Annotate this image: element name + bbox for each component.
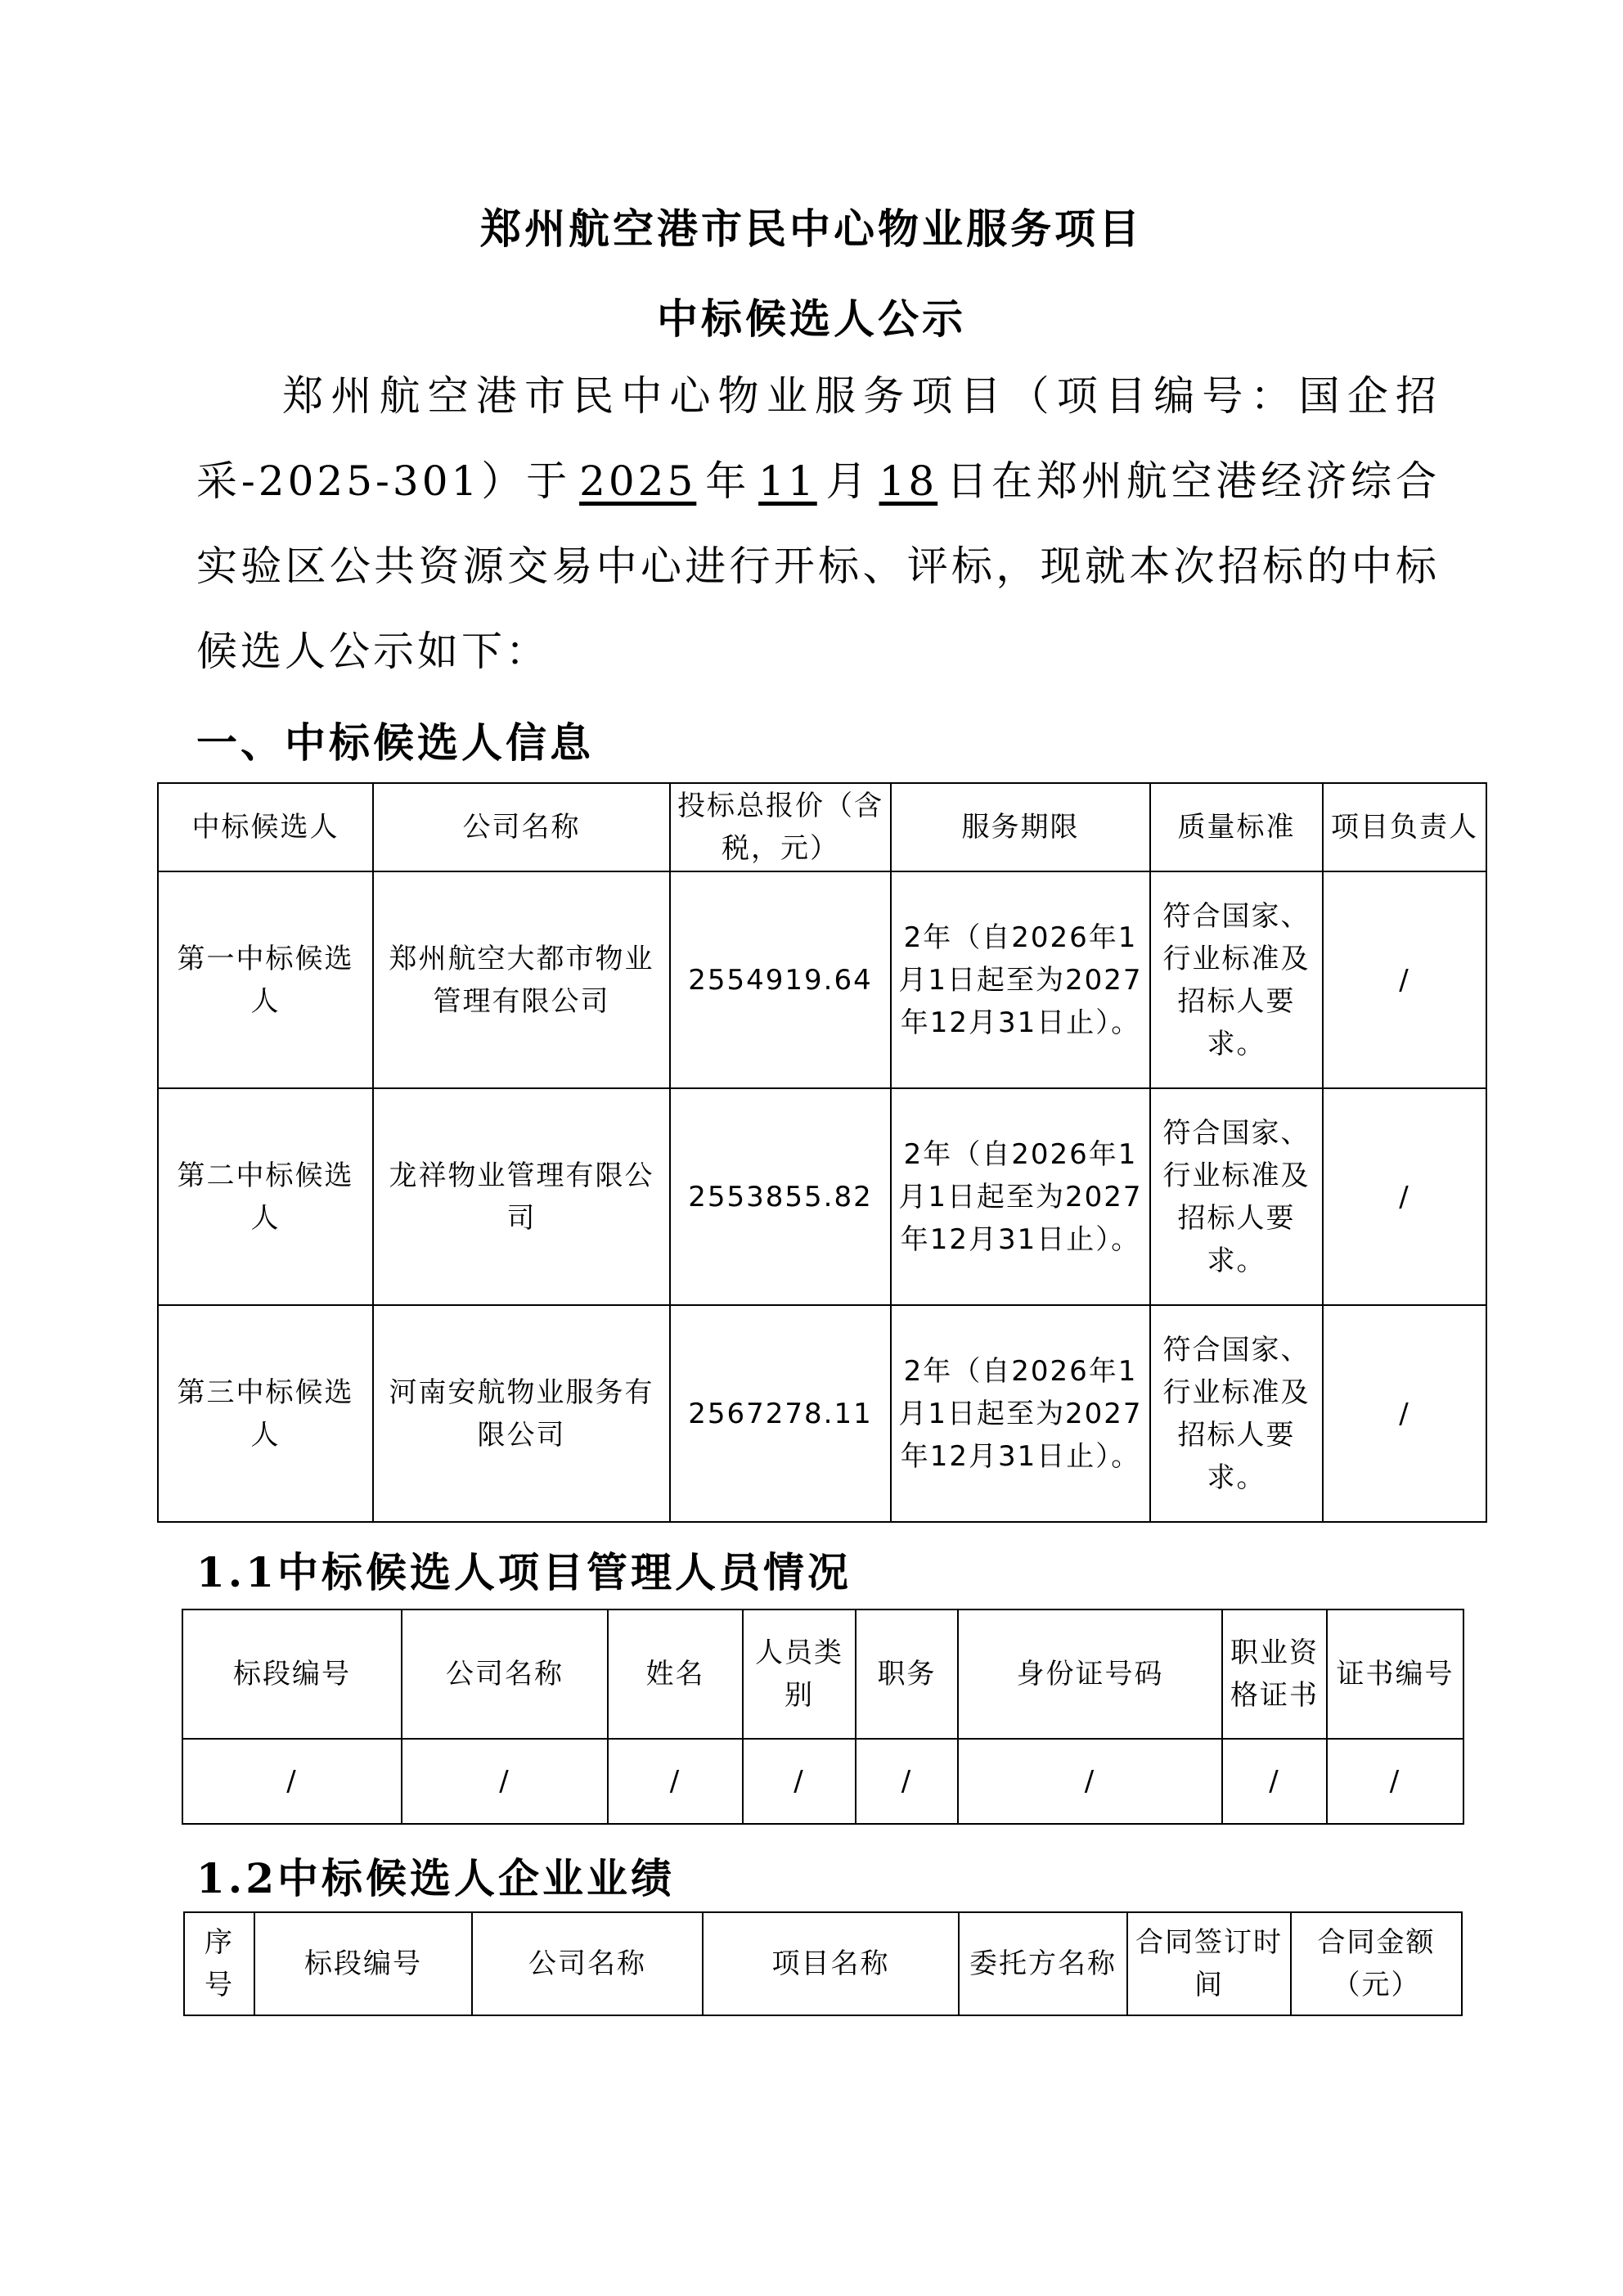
table-row [158,1305,1486,1522]
candidate-manager: / [1323,871,1486,1088]
table-row [158,871,1486,1088]
candidate-rank: 第一中标候选人 [158,871,373,1088]
intro-month: 11 [758,457,817,505]
candidate-price: 2554919.64 [670,871,891,1088]
candidate-quality: 符合国家、行业标准及招标人要求。 [1150,1305,1323,1522]
candidate-quality: 符合国家、行业标准及招标人要求。 [1150,871,1323,1088]
personnel-cell: / [743,1739,856,1824]
header-staff-type: 人员类别 [743,1609,856,1739]
candidate-period: 2年（自2026年1月1日起至为2027年12月31日止）。 [891,1305,1150,1522]
intro-day: 18 [879,457,938,505]
candidate-period: 2年（自2026年1月1日起至为2027年12月31日止）。 [891,871,1150,1088]
personnel-cell: / [958,1739,1222,1824]
candidate-quality: 符合国家、行业标准及招标人要求。 [1150,1088,1323,1305]
intro-year: 2025 [579,457,697,505]
table-row [182,1739,1463,1824]
header-contract-amount: 合同金额（元） [1291,1912,1462,2015]
personnel-cell: / [608,1739,743,1824]
header-company: 公司名称 [373,783,670,871]
header-candidate: 中标候选人 [158,783,373,871]
header-project: 项目名称 [703,1912,959,2015]
intro-month-unit: 月 [825,457,871,505]
header-price: 投标总报价（含税，元） [670,783,891,871]
title-line-1: 郑州航空港市民中心物业服务项目 [480,205,1143,253]
section-1-1-heading: 1.1中标候选人项目管理人员情况 [196,1548,852,1596]
personnel-cell: / [1327,1739,1463,1824]
intro-paragraph [196,353,1440,694]
candidate-price: 2567278.11 [670,1305,891,1522]
personnel-cell: / [856,1739,958,1824]
candidate-price: 2553855.82 [670,1088,891,1305]
header-quality: 质量标准 [1150,783,1323,871]
candidate-manager: / [1323,1305,1486,1522]
candidate-company: 河南安航物业服务有限公司 [373,1305,670,1522]
candidate-period: 2年（自2026年1月1日起至为2027年12月31日止）。 [891,1088,1150,1305]
candidate-table [157,782,1487,1523]
table-row [158,1088,1486,1305]
header-contract-date: 合同签订时间 [1127,1912,1291,2015]
intro-part-1: 郑州航空港市民中心物业服务项目（项目编号：国企招采-2025-301）于 [196,372,1440,505]
candidate-company: 龙祥物业管理有限公司 [373,1088,670,1305]
performance-table-header [184,1912,1462,2015]
intro-part-2: 日在郑州航空港经济综合实验区公共资源交易中心进行开标、评标，现就本次招标的中标候选人公示如下： [196,457,1441,675]
header-position: 职务 [856,1609,958,1739]
personnel-cell: / [182,1739,402,1824]
candidate-rank: 第二中标候选人 [158,1088,373,1305]
candidate-table-header [158,783,1486,871]
personnel-cell: / [402,1739,608,1824]
header-id-number: 身份证号码 [958,1609,1222,1739]
header-manager: 项目负责人 [1323,783,1486,871]
section-1-heading: 一、中标候选人信息 [196,718,594,767]
header-certificate-no: 证书编号 [1327,1609,1463,1739]
header-company: 公司名称 [402,1609,608,1739]
personnel-table [182,1609,1464,1825]
personnel-table-header [182,1609,1463,1739]
candidate-rank: 第三中标候选人 [158,1305,373,1522]
title-line-2: 中标候选人公示 [657,295,966,343]
performance-table [183,1911,1463,2016]
header-client: 委托方名称 [959,1912,1127,2015]
intro-year-unit: 年 [704,457,751,505]
header-section-no: 标段编号 [254,1912,472,2015]
header-name: 姓名 [608,1609,743,1739]
section-1-2-heading: 1.2中标候选人企业业绩 [196,1854,675,1902]
header-company: 公司名称 [472,1912,703,2015]
candidate-manager: / [1323,1088,1486,1305]
header-qualification: 职业资格证书 [1222,1609,1327,1739]
candidate-company: 郑州航空大都市物业管理有限公司 [373,871,670,1088]
header-serial: 序号 [184,1912,254,2015]
header-section-no: 标段编号 [182,1609,402,1739]
personnel-cell: / [1222,1739,1327,1824]
header-period: 服务期限 [891,783,1150,871]
